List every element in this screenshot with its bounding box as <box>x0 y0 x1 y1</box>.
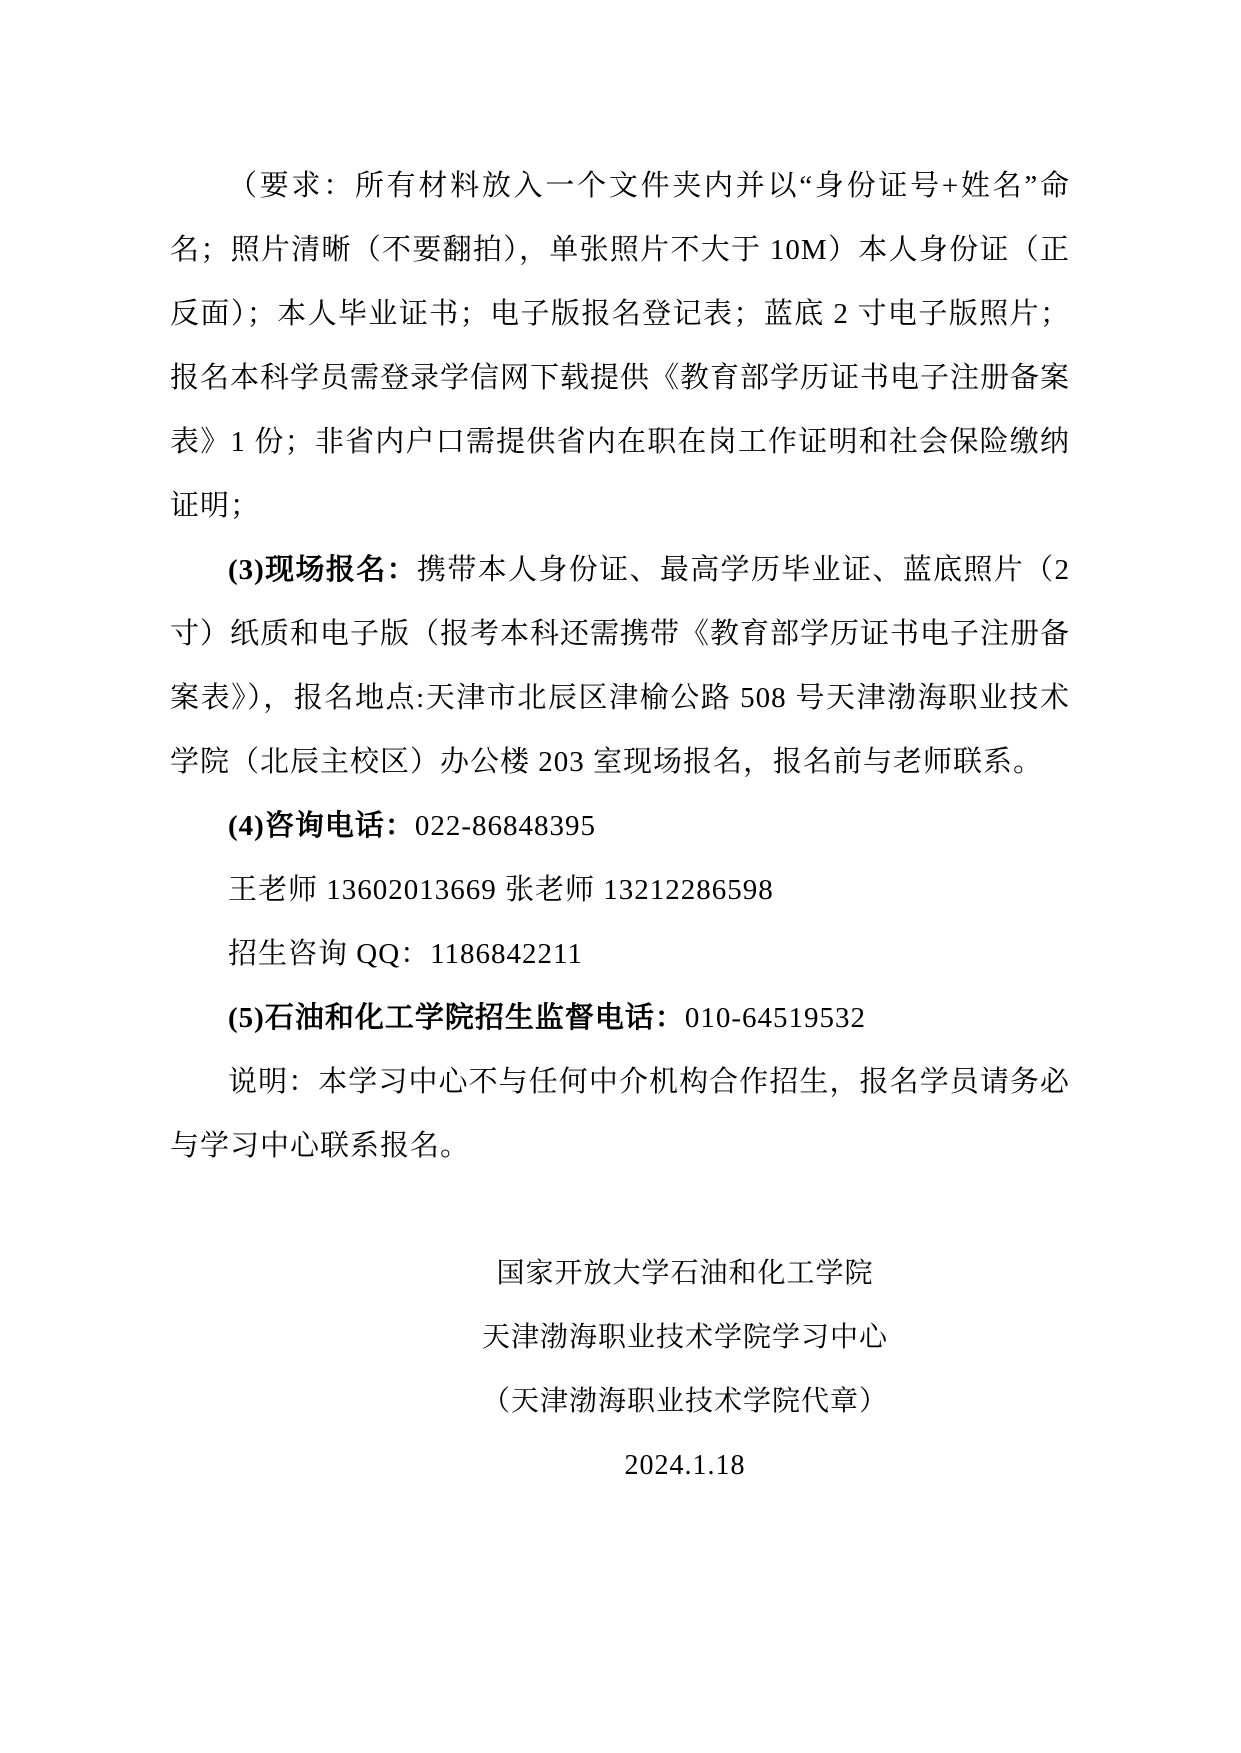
signature-date: 2024.1.18 <box>624 1450 746 1481</box>
paragraph-teacher-phones <box>170 858 1070 922</box>
paragraph-text: 携带本人身份证、最高学历毕业证、蓝底照片（2 寸）纸质和电子版（报考本科还需携带《教育部学历证书电子注册备案表》），报名地点:天津市北辰区津榆公路 508 号天津渤海职业技术学院（北辰主校区）办公楼 203 室现场报名，报名前与老师联系。 <box>170 554 1071 778</box>
paragraph-onsite-registration <box>170 538 1070 794</box>
paragraph-text: （要求：所有材料放入一个文件夹内并以“身份证号+姓名”命名；照片清晰（不要翻拍），单张照片不大于 10M）本人身份证（正反面）；本人毕业证书；电子版报名登记表；蓝底 2 寸电子版照片；报名本科学员需登录学信网下载提供《教育部学历证书电子注册备案表》1 份；非省内户口需提供省内在职在岗工作证明和社会保险缴纳证明； <box>170 170 1071 522</box>
signature-line-learning-center: 天津渤海职业技术学院学习中心 <box>481 1322 888 1353</box>
paragraph-disclaimer <box>170 1050 1070 1178</box>
paragraph-lead: (5)石油和化工学院招生监督电话： <box>228 1002 685 1034</box>
paragraph-text: 王老师 13602013669 张老师 13212286598 <box>228 874 774 906</box>
paragraph-supervision-phone <box>170 986 1070 1050</box>
paragraph-text: 010-64519532 <box>684 1002 866 1034</box>
signature-line-college: 国家开放大学石油和化工学院 <box>496 1258 874 1289</box>
paragraph-consult-phone <box>170 794 1070 858</box>
paragraph-text: 说明：本学习中心不与任何中介机构合作招生，报名学员请务必与学习中心联系报名。 <box>170 1066 1070 1162</box>
paragraph-materials-requirements <box>170 154 1070 538</box>
paragraph-lead: (3)现场报名： <box>228 554 417 586</box>
paragraph-text: 招生咨询 QQ：1186842211 <box>228 938 583 970</box>
paragraph-text: 022-86848395 <box>414 810 596 842</box>
paragraph-qq-consult <box>170 922 1070 986</box>
document-body <box>170 154 1070 1178</box>
signature-line-seal-note: （天津渤海职业技术学院代章） <box>481 1386 888 1417</box>
paragraph-lead: (4)咨询电话： <box>228 810 415 842</box>
signature-block <box>235 1242 1135 1498</box>
